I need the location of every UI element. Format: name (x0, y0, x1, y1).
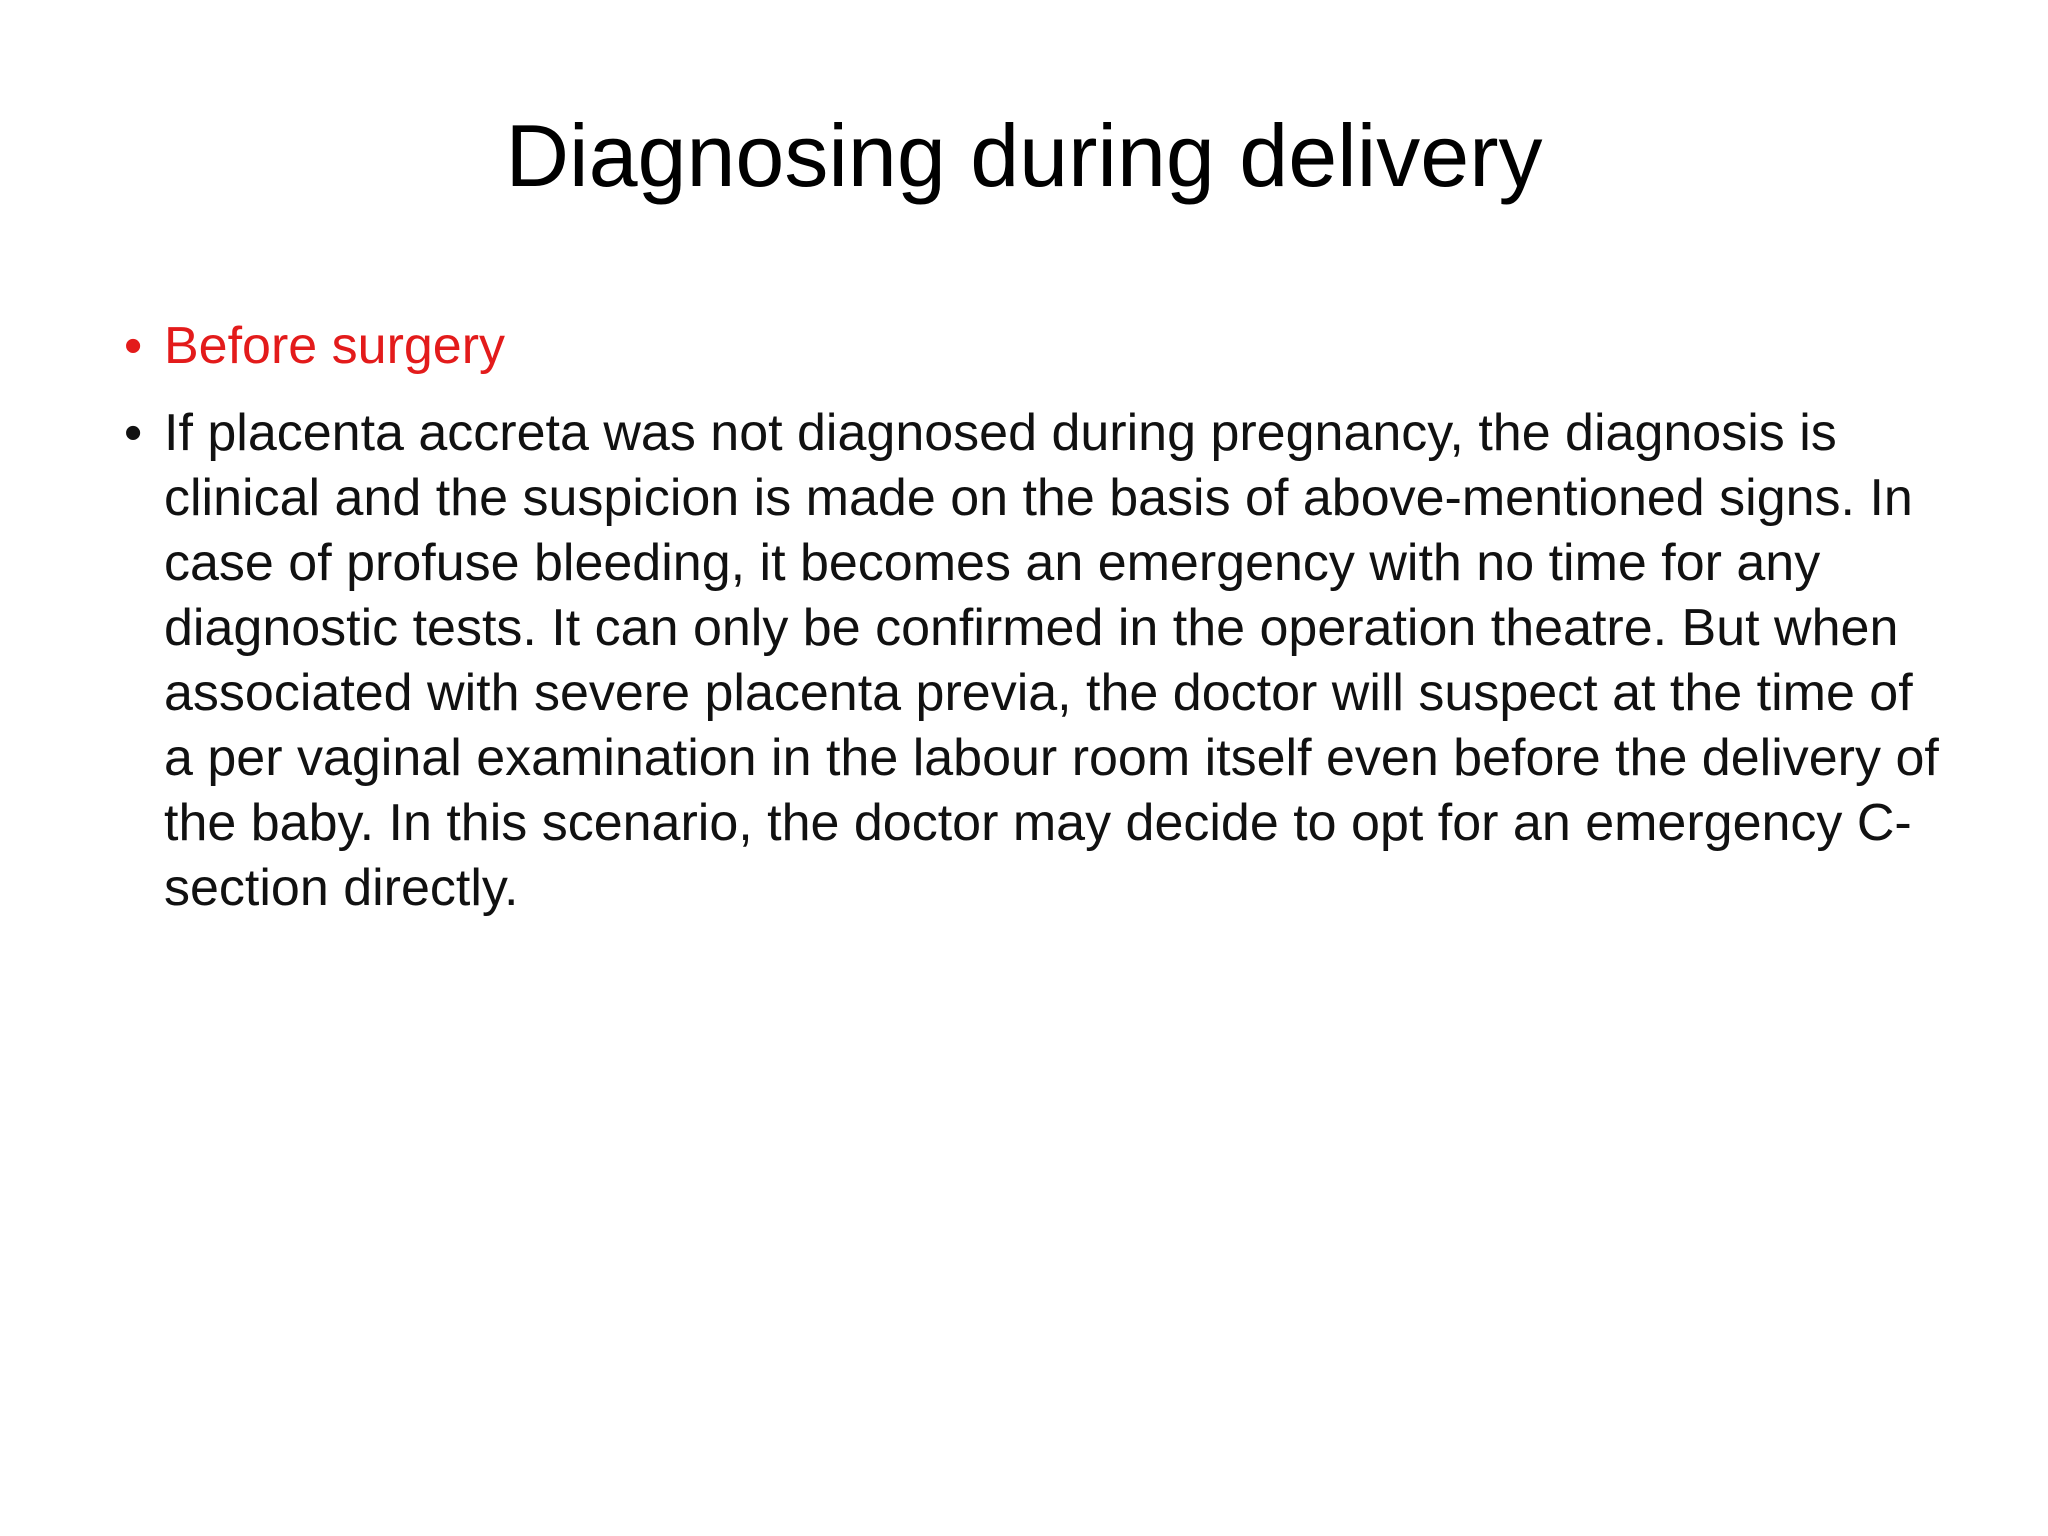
bullet-list (124, 314, 1954, 943)
slide-title: Diagnosing during delivery (505, 106, 1543, 205)
bullet-marker: • (124, 404, 143, 462)
bullet-text: Before surgery (164, 317, 506, 375)
bullet-text: If placenta accreta was not diagnosed during pregnancy, the diagnosis is clinical and the suspicion is made on the basis of above-mentioned signs. In case of profuse bleeding, it becomes an emergency with no time for any diagnostic tests. It can only be confirmed in the operation theatre. But when associated with severe placenta previa, the doctor will suspect at the time of a per vaginal examination in the labour room itself even before the delivery of the baby. In this scenario, the doctor may decide to opt for an emergency C-section directly. (164, 404, 1939, 917)
bullet-marker: • (124, 317, 143, 375)
bullet-item-before-surgery (124, 314, 1954, 379)
bullet-item-clinical-diagnosis (124, 401, 1954, 921)
